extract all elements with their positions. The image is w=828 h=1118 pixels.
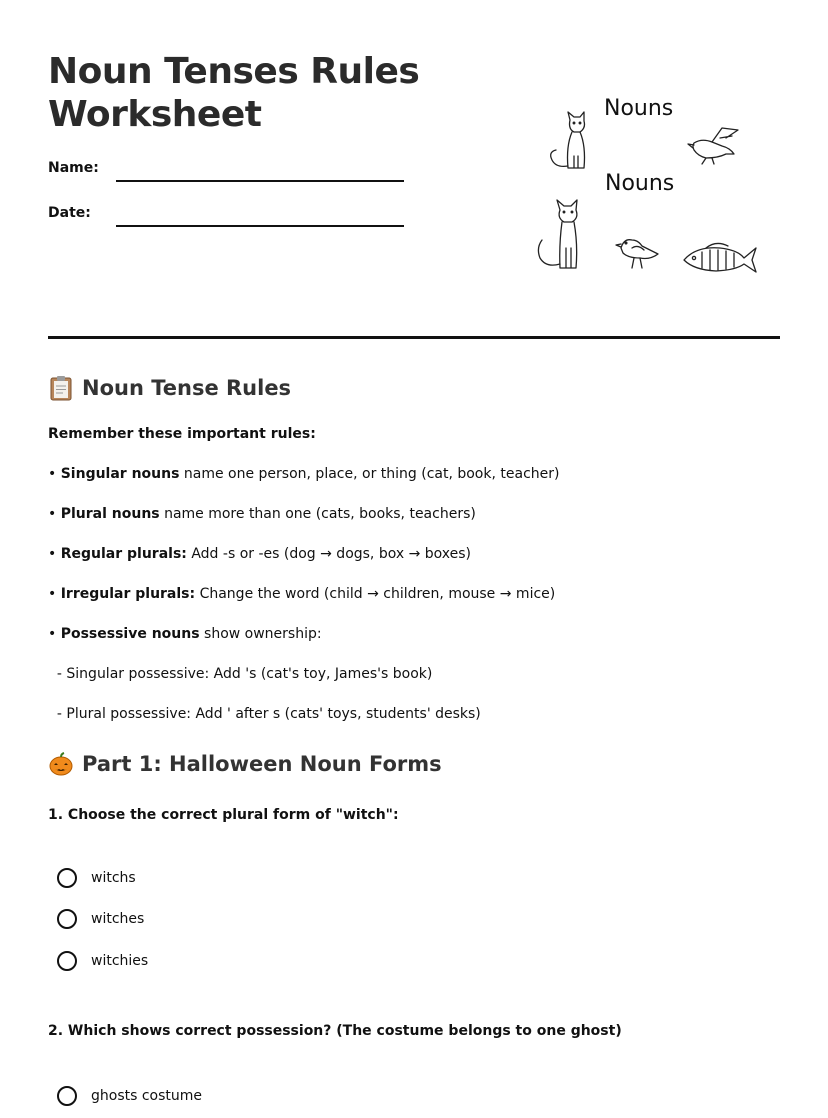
cat-icon xyxy=(551,112,585,168)
question-1-label: 1. Choose the correct plural form of "witch": xyxy=(48,807,399,823)
option-label: witchies xyxy=(91,953,149,969)
part1-heading xyxy=(48,751,442,777)
page-title xyxy=(48,50,419,136)
date-field[interactable] xyxy=(116,225,404,227)
q1-option-witchies[interactable] xyxy=(57,951,148,971)
part1-heading-text: Part 1: Halloween Noun Forms xyxy=(82,752,442,776)
radio-button[interactable] xyxy=(57,909,77,929)
question-2-label: 2. Which shows correct possession? (The costume belongs to one ghost) xyxy=(48,1023,622,1039)
bird-icon xyxy=(688,128,738,164)
rule-irregular-plurals: • Irregular plurals: Change the word (child → children, mouse → mice) xyxy=(48,586,556,602)
radio-button[interactable] xyxy=(57,1086,77,1106)
date-label: Date: xyxy=(48,205,91,221)
radio-button[interactable] xyxy=(57,868,77,888)
title-line-2: Worksheet xyxy=(48,94,262,135)
illustration-caption-bottom: Nouns xyxy=(605,171,675,196)
option-label: witchs xyxy=(91,870,136,886)
bird-icon xyxy=(616,240,658,268)
q1-option-witches[interactable] xyxy=(57,909,144,929)
rule-singular: • Singular nouns name one person, place, or thing (cat, book, teacher) xyxy=(48,466,560,482)
rules-heading-text: Noun Tense Rules xyxy=(82,376,292,400)
nouns-illustration xyxy=(526,88,766,288)
subrule-singular-possessive: - Singular possessive: Add 's (cat's toy, James's book) xyxy=(48,666,433,682)
rule-regular-plurals: • Regular plurals: Add -s or -es (dog → dogs, box → boxes) xyxy=(48,546,472,562)
option-label: ghosts costume xyxy=(91,1088,203,1104)
clipboard-icon xyxy=(48,375,74,401)
name-field[interactable] xyxy=(116,180,404,182)
rule-possessive: • Possessive nouns show ownership: xyxy=(48,626,322,642)
name-label: Name: xyxy=(48,160,99,176)
header-divider xyxy=(48,336,780,339)
title-line-1: Noun Tenses Rules xyxy=(48,51,420,92)
pumpkin-icon xyxy=(48,751,74,777)
fish-icon xyxy=(684,243,756,272)
illustration-caption-top: Nouns xyxy=(604,96,674,121)
q1-option-witchs[interactable] xyxy=(57,868,136,888)
cat-icon xyxy=(538,200,577,268)
rules-intro: Remember these important rules: xyxy=(48,426,316,442)
q2-option-ghosts-costume[interactable] xyxy=(57,1086,202,1106)
rules-heading xyxy=(48,375,291,401)
option-label: witches xyxy=(91,911,145,927)
subrule-plural-possessive: - Plural possessive: Add ' after s (cats' toys, students' desks) xyxy=(48,706,481,722)
rule-plural: • Plural nouns name more than one (cats, books, teachers) xyxy=(48,506,476,522)
radio-button[interactable] xyxy=(57,951,77,971)
